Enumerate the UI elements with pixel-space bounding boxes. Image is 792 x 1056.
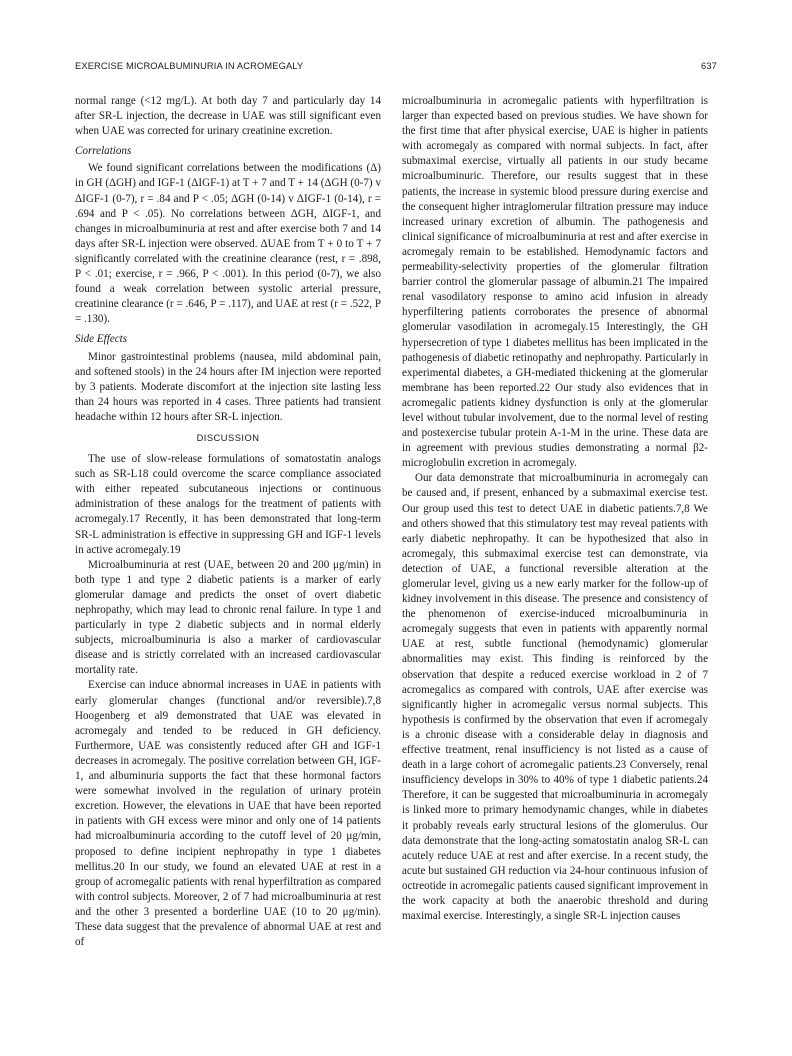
paragraph: Microalbuminuria at rest (UAE, between 20 and 200 μg/min) in both type 1 and type 2 diabetic patients is a marker of early glomerular damage and predicts the onset of overt diabetic nephropathy, which may lead to chronic renal failure. In type 1 and particularly in type 2 diabetic subjects and in normal elderly subjects, microalbuminuria is also a marker of cardiovascular disease and is strictly correlated with an increased cardiovascular mortality rate. xyxy=(75,558,381,677)
paragraph: We found significant correlations between the modifications (Δ) in GH (ΔGH) and IGF-1 (ΔIGF-1) at T + 7 and T + 14 (ΔGH (0-7) v ΔIGF-1 (0-7), r = .84 and P < .05; ΔGH (0-14) v ΔIGF-1 (0-14), r = .694 and P < .05). No correlations between ΔGH, ΔIGF-1, and changes in microalbuminuria at rest and after exercise both 7 and 14 days after SR-L injection were observed. ΔUAE from T + 0 to T + 7 significantly correlated with the creatinine clearance (rest, r = .898, P < .01; exercise, r = .966, P < .001). In this period (0-7), we also found a weak correlation between systolic arterial pressure, creatinine clearance (r = .646, P = .117), and UAE at rest (r = .522, P = .130). xyxy=(75,162,381,326)
running-title: EXERCISE MICROALBUMINURIA IN ACROMEGALY xyxy=(75,61,304,71)
right-column xyxy=(402,94,708,924)
page-number: 637 xyxy=(701,61,717,71)
paragraph: The use of slow-release formulations of somatostatin analogs such as SR-L18 could overcome the scarce compliance associated with either repeated subcutaneous injections or continuous administration of these analogs for the treatment of patients with acromegaly.17 Recently, it has been demonstrated that long-term SR-L administration is effective in suppressing GH and IGF-1 levels in active acromegaly.19 xyxy=(75,453,381,556)
running-head xyxy=(75,61,717,75)
section-heading-discussion: DISCUSSION xyxy=(196,432,260,443)
paragraph: Exercise can induce abnormal increases in UAE in patients with early glomerular changes (functional and/or reversible).7,8 Hoogenberg et al9 demonstrated that UAE was elevated in acromegaly and tended to be reduced in GH deficiency. Furthermore, UAE was consistently reduced after GH and IGF-1 decreases in acromegaly. The positive correlation between GH, IGF-1, and albuminuria supports the fact that these hormonal factors were somewhat involved in the regulation of urinary protein excretion. However, the elevations in UAE that have been reported in patients with GH excess were minor and only one of 14 patients had microalbuminuria according to the cutoff level of 20 μg/min, proposed to define incipient nephropathy in type 1 diabetes mellitus.20 In our study, we found an elevated UAE at rest in a group of acromegalic patients with renal hyperfiltration as compared with control subjects. Moreover, 2 of 7 had microalbuminuria at rest and the other 3 presented a borderline UAE (10 to 20 μg/min). These data suggest that the prevalence of abnormal UAE at rest and of xyxy=(75,679,381,949)
subsection-heading-side-effects: Side Effects xyxy=(75,333,128,346)
paragraph: Minor gastrointestinal problems (nausea, mild abdominal pain, and softened stools) in the 24 hours after IM injection were reported by 3 patients. Moderate discomfort at the injection site lasting less than 24 hours was reported in 4 cases. Three patients had transient headache within 12 hours after SR-L injection. xyxy=(75,350,381,423)
paragraph: Our data demonstrate that microalbuminuria in acromegaly can be caused and, if present, enhanced by a submaximal exercise test. Our group used this test to detect UAE in diabetic patients.7,8 We and others showed that this stimulatory test may reveal patients with early diabetic nephropathy. It can be hypothesized that also in acromegaly, this submaximal exercise test can demonstrate, via detection of UAE, a functional reversible alteration at the glomerular level, giving us a new early marker for the follow-up of kidney involvement in this disease. The presence and consistency of the phenomenon of exercise-induced microalbuminuria in acromegaly suggests that even in patients with apparently normal UAE at rest, subtle functional (hemodynamic) glomerular abnormalities may exist. This finding is reinforced by the observation that despite a reduced exercise workload in 2 of 7 acromegalics as compared with controls, UAE after exercise was significantly higher in acromegalic versus normal subjects. This hypothesis is confirmed by the observation that even if acromegaly is a chronic disease with a considerable delay in diagnosis and effective treatment, renal insufficiency is not listed as a cause of death in a large cohort of acromegalic patients.23 Conversely, renal insufficiency develops in 30% to 40% of type 1 diabetic patients.24 Therefore, it can be suggested that microalbuminuria in acromegaly is linked more to primary hemodynamic changes, while in diabetes it probably reveals early structural lesions of the glomerulus. Our data demonstrate that the long-acting somatostatin analog SR-L can acutely reduce UAE at rest and after exercise. In a recent study, the acute but sustained GH reduction via 24-hour continuous infusion of octreotide in acromegalic patients caused significant improvement in the work capacity at both the anaerobic threshold and during maximal exercise. Interestingly, a single SR-L injection causes xyxy=(402,472,708,923)
left-column xyxy=(75,94,381,950)
paragraph: microalbuminuria in acromegalic patients with hyperfiltration is larger than expected based on previous studies. We have shown for the first time that after physical exercise, UAE is higher in patients with acromegaly as compared with normal subjects. In fact, after submaximal exercise, virtually all patients in our study became microalbuminuric. Therefore, our results suggest that in these patients, the increase in systemic blood pressure during exercise and the consequent higher intraglomerular filtration pressure may induce increased urinary excretion of albumin. The pathogenesis and clinical significance of microalbuminuria at rest and after exercise in acromegaly remain to be established. Hemodynamic factors and permeability-selectivity properties of the glomerular filtration barrier control the glomerular passage of albumin.21 The impaired renal vasodilatory response to amino acid infusion in already hyperfiltering patients corroborates the presence of abnormal glomerular vasodilation in acromegaly.15 Interestingly, the GH hypersecretion of type 1 diabetes mellitus has been implicated in the pathogenesis of diabetic retinopathy and nephropathy. Particularly in experimental diabetes, a GH-mediated thickening at the glomerular membrane has been reported.22 Our study also evidences that in acromegalic patients kidney dysfunction is only at the glomerular level without tubular involvement, due to the normal level of resting and postexercise tubular protein A-1-M in the urine. These data are in agreement with previous studies demonstrating a normal β2-microglobulin excretion in acromegaly. xyxy=(402,95,708,470)
subsection-heading-correlations: Correlations xyxy=(75,145,132,158)
paragraph: normal range (<12 mg/L). At both day 7 and particularly day 14 after SR-L injection, the decrease in UAE was still significant even when UAE was corrected for urinary creatinine excretion. xyxy=(75,95,381,138)
